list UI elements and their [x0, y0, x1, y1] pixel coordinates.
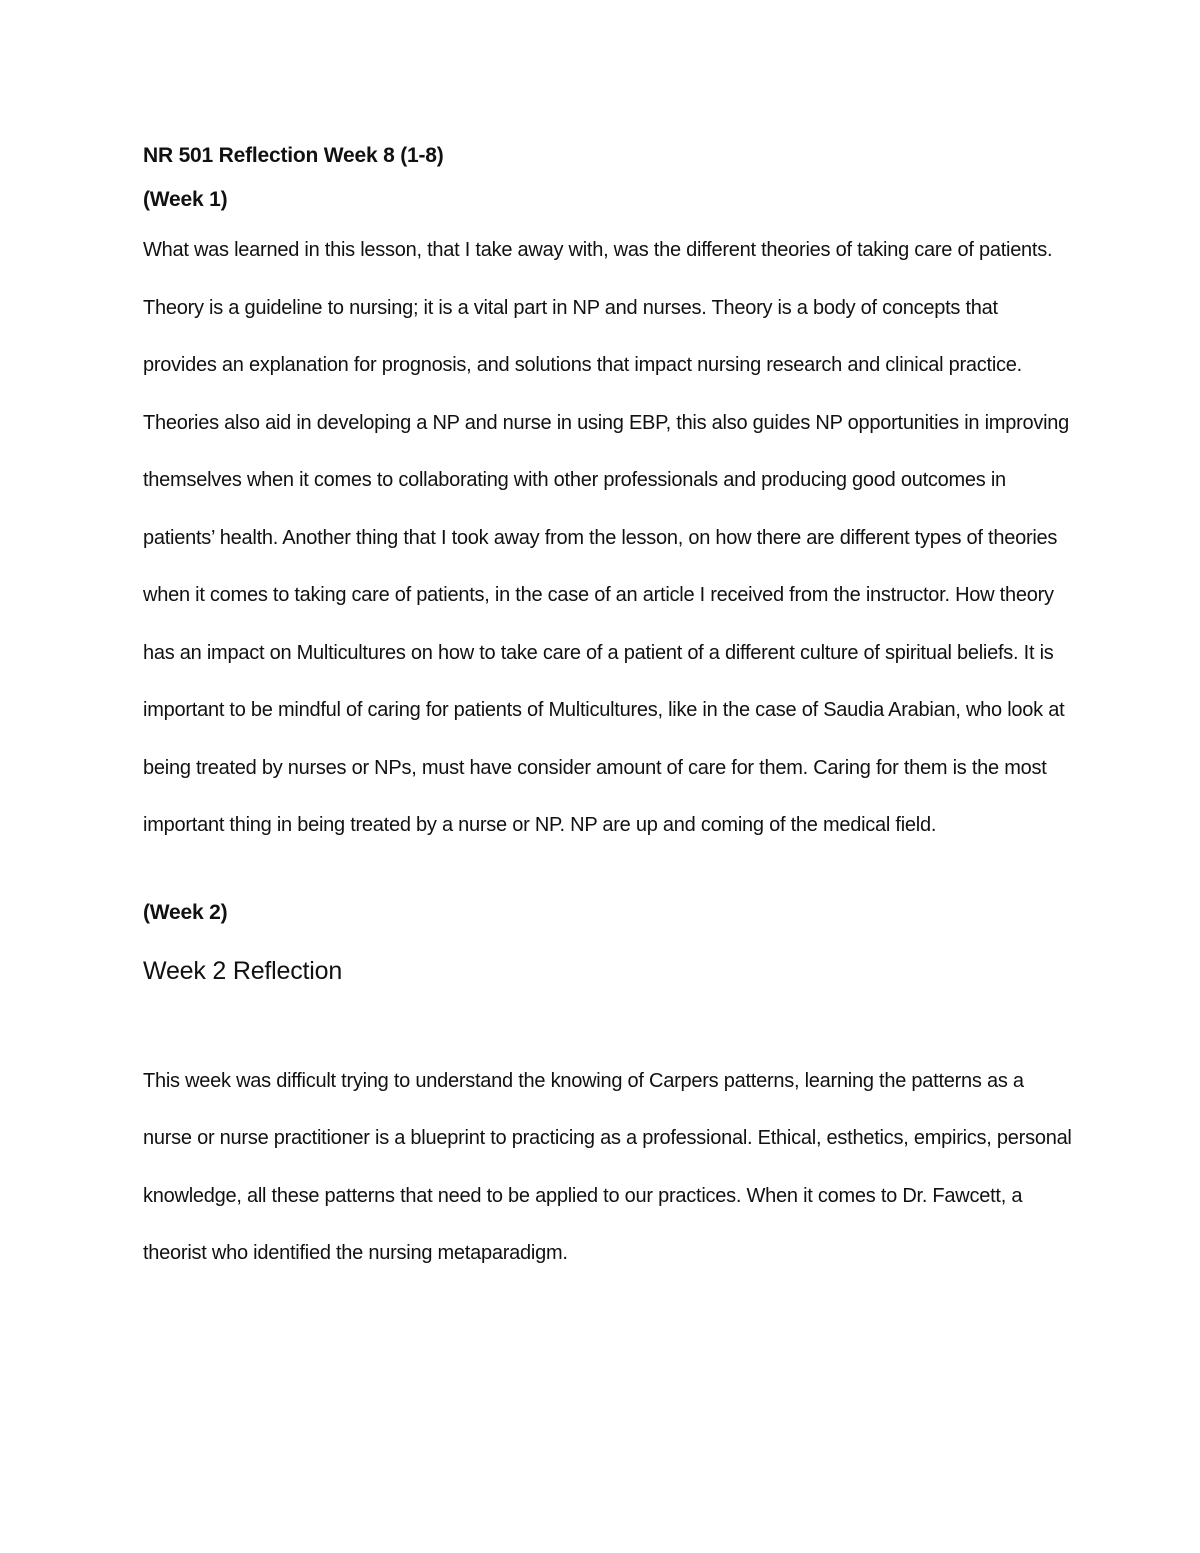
- week-2-paragraph: This week was difficult trying to understand the knowing of Carpers patterns, learning the patterns as a nurse or nurse practitioner is a blueprint to practicing as a professional. Ethical, esthetics, empirics, personal knowledge, all these patterns that need to be applied to our practices. When it comes to Dr. Fawcett, a theorist who identified the nursing metaparadigm.: [143, 1069, 1072, 1264]
- week-2-section-title: Week 2 Reflection: [143, 956, 343, 985]
- week-2-heading: (Week 2): [143, 900, 228, 924]
- document-title: NR 501 Reflection Week 8 (1-8): [143, 144, 444, 167]
- document-content: [143, 134, 1073, 1283]
- week-1-paragraph: What was learned in this lesson, that I take away with, was the different theories of taking care of patients. Theory is a guideline to nursing; it is a vital part in NP and nurses. Theory is a body of concepts that provides an explanation for prognosis, and solutions that impact nursing research and clinical practice. Theories also aid in developing a NP and nurse in using EBP, this also guides NP opportunities in improving themselves when it comes to collaborating with other professionals and producing good outcomes in patients’ health. Another thing that I took away from the lesson, on how there are different types of theories when it comes to taking care of patients, in the case of an article I received from the instructor. How theory has an impact on Multicultures on how to take care of a patient of a different culture of spiritual beliefs. It is important to be mindful of caring for patients of Multicultures, like in the case of Saudia Arabian, who look at being treated by nurses or NPs, must have consider amount of care for them. Caring for them is the most important thing in being treated by a nurse or NP. NP are up and coming of the medical field.: [143, 239, 1070, 836]
- section-spacer: [143, 855, 1073, 891]
- week-1-heading: (Week 1): [143, 188, 228, 211]
